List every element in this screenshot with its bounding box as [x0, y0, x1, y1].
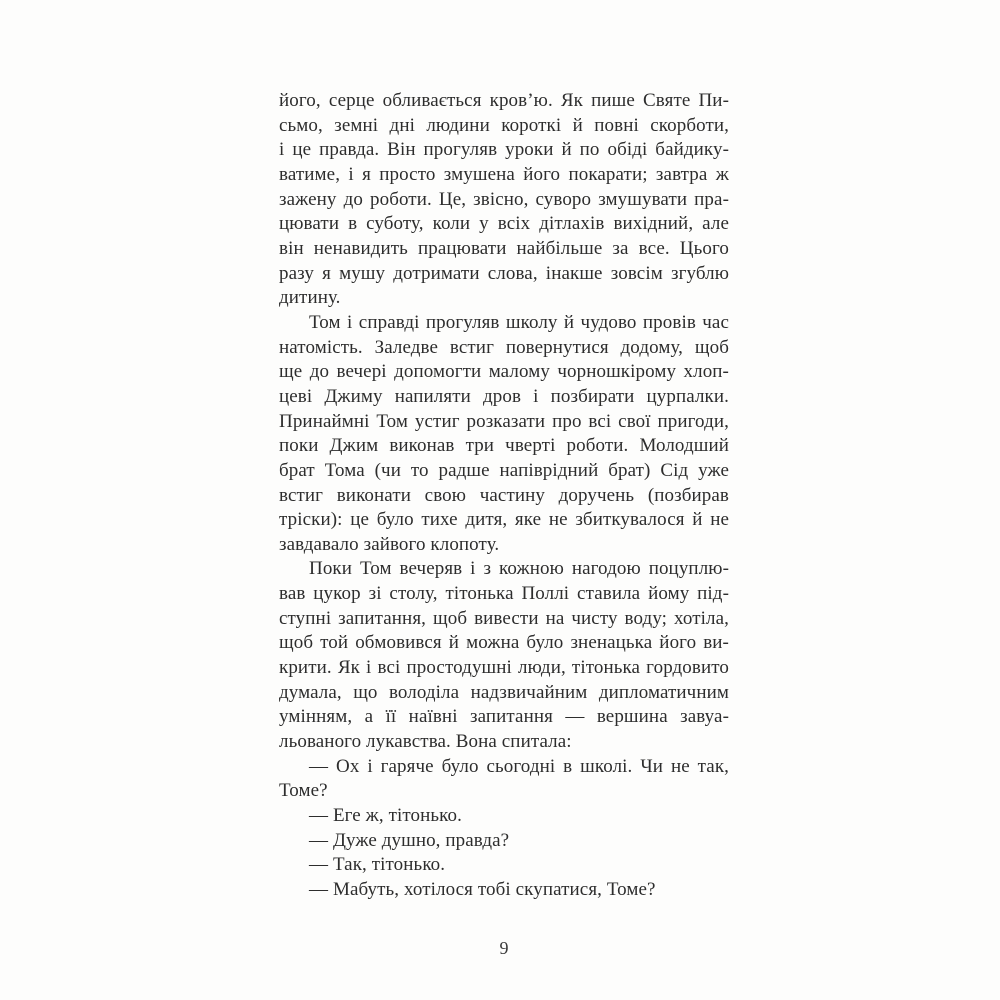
paragraph: [279, 878, 729, 903]
paragraph: [279, 89, 729, 311]
text-line: завдавало зайвого клопоту.: [279, 533, 500, 555]
text-line: — Мабуть, хотілося тобі скупатися, Томе?: [309, 879, 656, 900]
text-line: Поки Том вечеряв і з кожною нагодою поцуплю-: [309, 558, 729, 580]
text-line: щоб той обмовився й можна було зненацька його ви-: [279, 632, 729, 654]
text-line: дитину.: [279, 287, 341, 309]
text-line: Том і справді прогуляв школу й чудово провів час: [309, 311, 729, 333]
text-line: крити. Як і всі простодушні люди, тітонька гордовито: [279, 657, 729, 679]
text-line: тріски): це було тихе дитя, яке не збиткувалося й не: [279, 509, 729, 531]
text-line: ще до вечері допомогти малому чорношкірому хлоп-: [279, 361, 729, 383]
paragraph: [279, 853, 729, 878]
paragraph: [279, 755, 729, 804]
text-line: Принаймні Том устиг розказати про всі свої пригоди,: [279, 410, 729, 432]
text-line: ватиме, і я просто змушена його покарати; завтра ж: [279, 163, 729, 185]
text-line: ступні запитання, щоб вивести на чисту воду; хотіла,: [279, 607, 729, 629]
text-line: вав цукор зі столу, тітонька Поллі ставила йому під-: [279, 583, 729, 605]
text-line: поки Джим виконав три чверті роботи. Молодший: [279, 435, 729, 457]
paragraph: [279, 804, 729, 829]
text-line: цеві Джиму напиляти дров і позбирати цурпалки.: [279, 385, 729, 407]
text-line: сьмо, земні дні людини короткі й повні скорботи,: [279, 114, 729, 136]
text-line: цювати в суботу, коли у всіх дітлахів вихідний, але: [279, 213, 729, 235]
page-text-block: [279, 89, 729, 903]
text-line: умінням, а її наївні запитання — вершина завуа-: [279, 706, 729, 728]
text-line: натомість. Заледве встиг повернутися додому, щоб: [279, 336, 729, 358]
text-line: разу я мушу дотримати слова, інакше зовсім згублю: [279, 262, 729, 284]
text-line: і це правда. Він прогуляв уроки й по обіді байдику-: [279, 139, 729, 161]
text-line: встиг виконати свою частину доручень (позбирав: [279, 484, 729, 506]
text-line: зажену до роботи. Це, звісно, суворо змушувати пра-: [279, 188, 729, 210]
text-line: — Так, тітонько.: [309, 854, 446, 876]
text-line: брат Тома (чи то радше напіврідний брат) Сід уже: [279, 459, 729, 481]
paragraph: [279, 557, 729, 754]
paragraph: [279, 829, 729, 854]
text-line: його, серце обливається кров’ю. Як пише Святе Пи-: [279, 90, 729, 111]
text-line: думала, що володіла надзвичайним дипломатичним: [279, 681, 729, 703]
paragraph: [279, 311, 729, 558]
text-line: — Ох і гаряче було сьогодні в школі. Чи не так,: [309, 755, 729, 777]
text-line: він ненавидить працювати найбільше за все. Цього: [279, 237, 729, 259]
text-line: Томе?: [279, 780, 328, 802]
page-number: 9: [499, 938, 509, 958]
text-line: — Еге ж, тітонько.: [309, 805, 462, 827]
text-line: льованого лукавства. Вона спитала:: [279, 731, 572, 753]
text-line: — Дуже душно, правда?: [309, 829, 510, 851]
